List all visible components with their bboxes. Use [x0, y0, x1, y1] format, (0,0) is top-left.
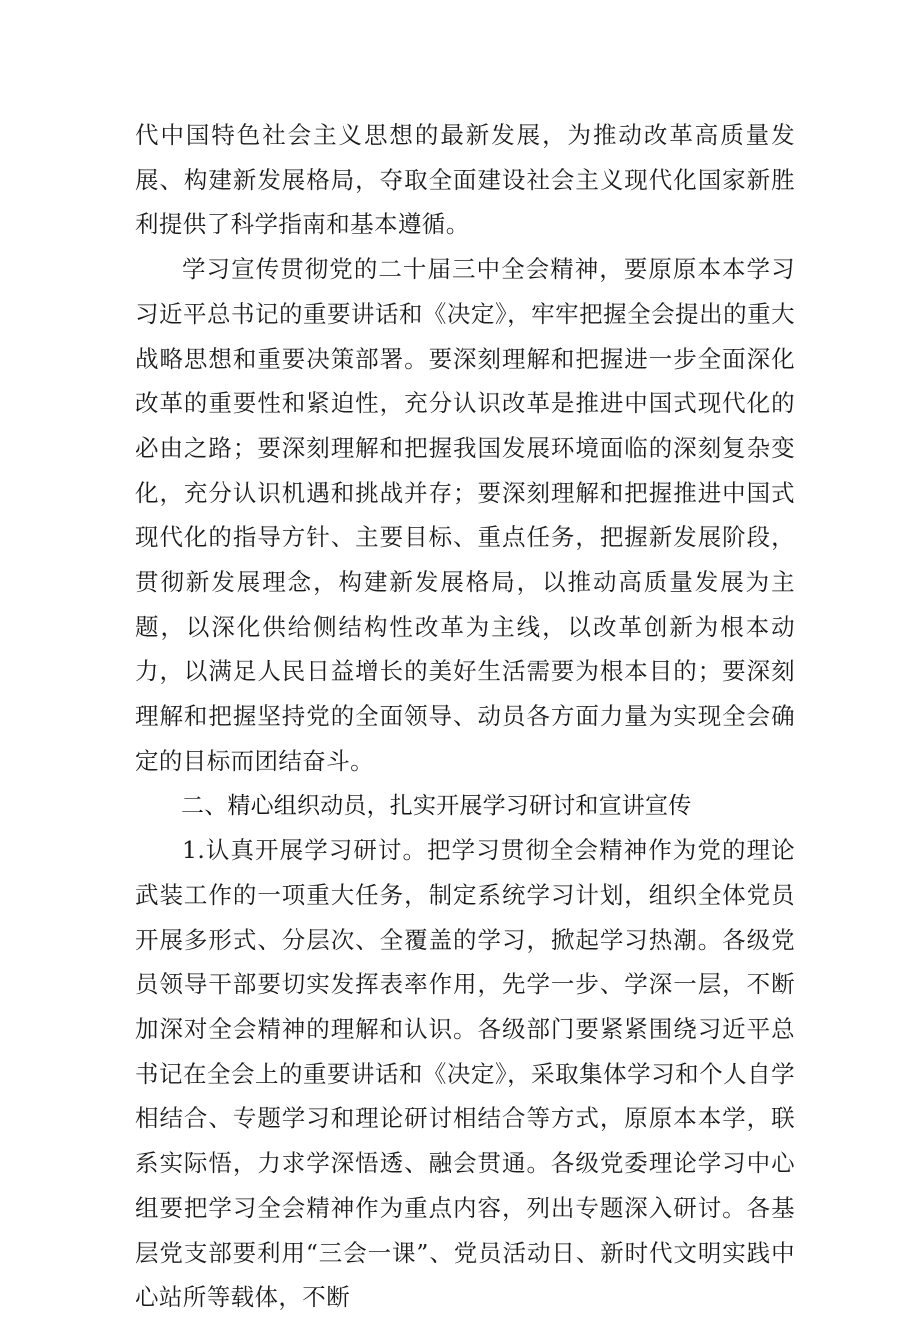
paragraph-study-plenary: 学习宣传贯彻党的二十届三中全会精神，要原原本本学习习近平总书记的重要讲话和《决定》，牢牢把握全会提出的重大战略思想和重要决策部署。要深刻理解和把握进一步全面深化改革的重要性和紧迫性，充分认识改革是推进中国式现代化的必由之路；要深刻理解和把握我国发展环境面临的深刻复杂变化，充分认识机遇和挑战并存；要深刻理解和把握推进中国式现代化的指导方针、主要目标、重点任务，把握新发展阶段，贯彻新发展理念，构建新发展格局，以推动高质量发展为主题，以深化供给侧结构性改革为主线，以改革创新为根本动力，以满足人民日益增长的美好生活需要为根本目的；要深刻理解和把握坚持党的全面领导、动员各方面力量为实现全会确定的目标而团结奋斗。 — [135, 255, 795, 775]
document-body — [135, 113, 795, 1320]
paragraph-study-discussion: 1.认真开展学习研讨。把学习贯彻全会精神作为党的理论武装工作的一项重大任务，制定系统学习计划，组织全体党员开展多形式、分层次、全覆盖的学习，掀起学习热潮。各级党员领导干部要切实发挥表率作用，先学一步、学深一层，不断加深对全会精神的理解和认识。各级部门要紧紧围绕习近平总书记在全会上的重要讲话和《决定》，采取集体学习和个人自学相结合、专题学习和理论研讨相结合等方式，原原本本学，联系实际悟，力求学深悟透、融会贯通。各级党委理论学习中心组要把学习全会精神作为重点内容，列出专题深入研讨。各基层党支部要利用“三会一课”、党员活动日、新时代文明实践中心站所等载体，不断 — [135, 836, 795, 1312]
section-heading: 二、精心组织动员，扎实开展学习研讨和宣讲宣传 — [181, 792, 692, 819]
paragraph-continuation: 代中国特色社会主义思想的最新发展，为推动改革高质量发展、构建新发展格局，夺取全面建设社会主义现代化国家新胜利提供了科学指南和基本遵循。 — [135, 121, 795, 239]
